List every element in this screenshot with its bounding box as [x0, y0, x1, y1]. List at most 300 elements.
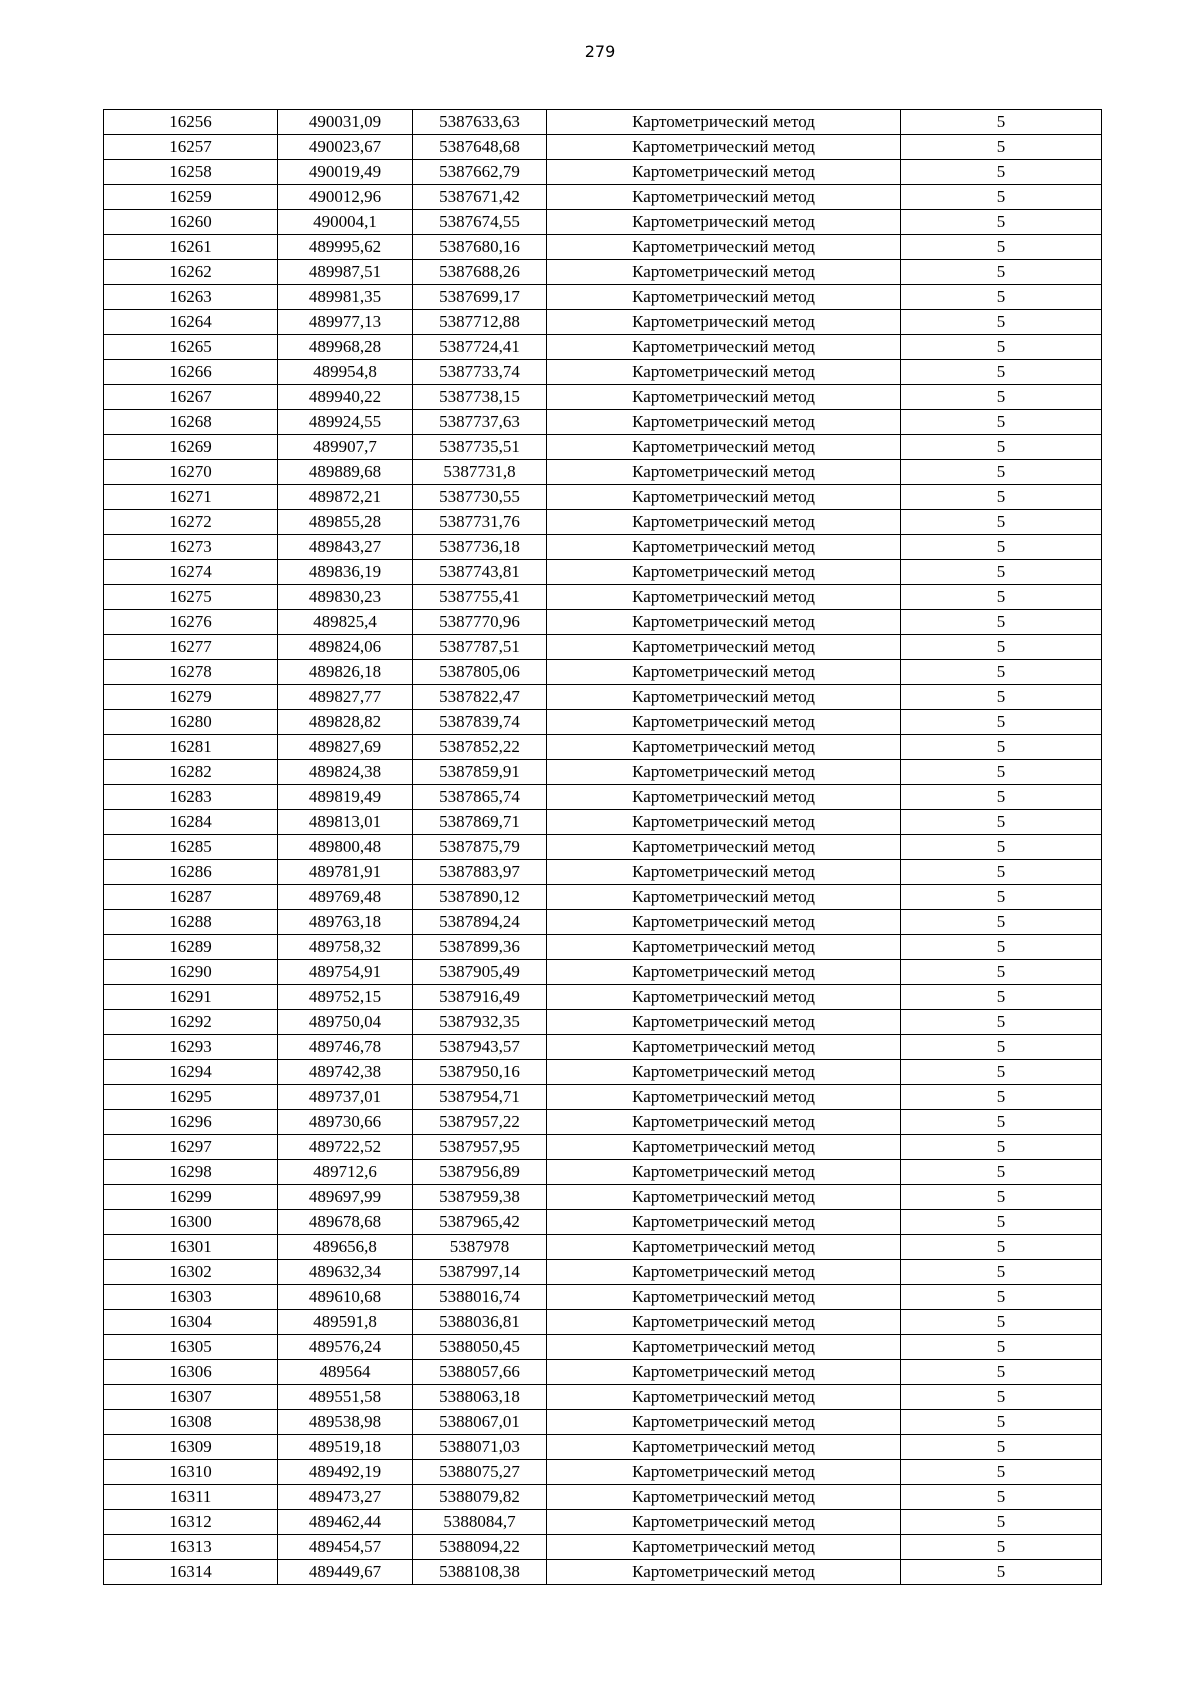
table-row — [104, 785, 1102, 810]
accuracy-cell: 5 — [901, 335, 1102, 360]
table-row — [104, 1260, 1102, 1285]
table-row — [104, 885, 1102, 910]
x-coordinate-cell: 489763,18 — [278, 910, 413, 935]
x-coordinate-cell: 489824,06 — [278, 635, 413, 660]
x-coordinate-cell: 490019,49 — [278, 160, 413, 185]
point-number-cell: 16279 — [104, 685, 278, 710]
y-coordinate-cell: 5387950,16 — [413, 1060, 547, 1085]
table-row — [104, 1210, 1102, 1235]
method-cell: Картометрический метод — [547, 1410, 901, 1435]
table-row — [104, 1160, 1102, 1185]
method-cell: Картометрический метод — [547, 1110, 901, 1135]
table-row — [104, 1410, 1102, 1435]
method-cell: Картометрический метод — [547, 1160, 901, 1185]
point-number-cell: 16306 — [104, 1360, 278, 1385]
accuracy-cell: 5 — [901, 185, 1102, 210]
x-coordinate-cell: 489769,48 — [278, 885, 413, 910]
accuracy-cell: 5 — [901, 1185, 1102, 1210]
method-cell: Картометрический метод — [547, 785, 901, 810]
accuracy-cell: 5 — [901, 735, 1102, 760]
table-row — [104, 960, 1102, 985]
method-cell: Картометрический метод — [547, 535, 901, 560]
accuracy-cell: 5 — [901, 1010, 1102, 1035]
accuracy-cell: 5 — [901, 660, 1102, 685]
y-coordinate-cell: 5387736,18 — [413, 535, 547, 560]
x-coordinate-cell: 489591,8 — [278, 1310, 413, 1335]
y-coordinate-cell: 5387916,49 — [413, 985, 547, 1010]
y-coordinate-cell: 5387957,22 — [413, 1110, 547, 1135]
table-row — [104, 1135, 1102, 1160]
accuracy-cell: 5 — [901, 785, 1102, 810]
table-row — [104, 110, 1102, 135]
x-coordinate-cell: 489907,7 — [278, 435, 413, 460]
method-cell: Картометрический метод — [547, 1035, 901, 1060]
method-cell: Картометрический метод — [547, 810, 901, 835]
x-coordinate-cell: 490023,67 — [278, 135, 413, 160]
accuracy-cell: 5 — [901, 435, 1102, 460]
point-number-cell: 16272 — [104, 510, 278, 535]
method-cell: Картометрический метод — [547, 1010, 901, 1035]
y-coordinate-cell: 5387680,16 — [413, 235, 547, 260]
accuracy-cell: 5 — [901, 385, 1102, 410]
table-row — [104, 135, 1102, 160]
method-cell: Картометрический метод — [547, 610, 901, 635]
table-row — [104, 585, 1102, 610]
point-number-cell: 16285 — [104, 835, 278, 860]
table-row — [104, 535, 1102, 560]
accuracy-cell: 5 — [901, 610, 1102, 635]
x-coordinate-cell: 489819,49 — [278, 785, 413, 810]
point-number-cell: 16265 — [104, 335, 278, 360]
x-coordinate-cell: 489954,8 — [278, 360, 413, 385]
point-number-cell: 16281 — [104, 735, 278, 760]
accuracy-cell: 5 — [901, 1160, 1102, 1185]
method-cell: Картометрический метод — [547, 710, 901, 735]
y-coordinate-cell: 5388050,45 — [413, 1335, 547, 1360]
accuracy-cell: 5 — [901, 1260, 1102, 1285]
x-coordinate-cell: 489924,55 — [278, 410, 413, 435]
accuracy-cell: 5 — [901, 110, 1102, 135]
x-coordinate-cell: 489800,48 — [278, 835, 413, 860]
y-coordinate-cell: 5387894,24 — [413, 910, 547, 935]
point-number-cell: 16262 — [104, 260, 278, 285]
table-row — [104, 1460, 1102, 1485]
table-row — [104, 510, 1102, 535]
table-row — [104, 1310, 1102, 1335]
accuracy-cell: 5 — [901, 235, 1102, 260]
accuracy-cell: 5 — [901, 685, 1102, 710]
table-row — [104, 285, 1102, 310]
method-cell: Картометрический метод — [547, 435, 901, 460]
method-cell: Картометрический метод — [547, 510, 901, 535]
method-cell: Картометрический метод — [547, 485, 901, 510]
table-row — [104, 1560, 1102, 1585]
y-coordinate-cell: 5387965,42 — [413, 1210, 547, 1235]
method-cell: Картометрический метод — [547, 160, 901, 185]
y-coordinate-cell: 5387688,26 — [413, 260, 547, 285]
accuracy-cell: 5 — [901, 210, 1102, 235]
accuracy-cell: 5 — [901, 1035, 1102, 1060]
method-cell: Картометрический метод — [547, 1535, 901, 1560]
accuracy-cell: 5 — [901, 935, 1102, 960]
y-coordinate-cell: 5387883,97 — [413, 860, 547, 885]
x-coordinate-cell: 489492,19 — [278, 1460, 413, 1485]
x-coordinate-cell: 489987,51 — [278, 260, 413, 285]
coordinates-table-body — [104, 110, 1102, 1585]
table-row — [104, 635, 1102, 660]
table-row — [104, 335, 1102, 360]
table-row — [104, 260, 1102, 285]
point-number-cell: 16258 — [104, 160, 278, 185]
method-cell: Картометрический метод — [547, 735, 901, 760]
x-coordinate-cell: 489826,18 — [278, 660, 413, 685]
table-row — [104, 1435, 1102, 1460]
point-number-cell: 16275 — [104, 585, 278, 610]
point-number-cell: 16300 — [104, 1210, 278, 1235]
point-number-cell: 16305 — [104, 1335, 278, 1360]
x-coordinate-cell: 489828,82 — [278, 710, 413, 735]
method-cell: Картометрический метод — [547, 1385, 901, 1410]
accuracy-cell: 5 — [901, 1535, 1102, 1560]
table-row — [104, 1185, 1102, 1210]
accuracy-cell: 5 — [901, 1510, 1102, 1535]
method-cell: Картометрический метод — [547, 885, 901, 910]
x-coordinate-cell: 489473,27 — [278, 1485, 413, 1510]
y-coordinate-cell: 5387662,79 — [413, 160, 547, 185]
x-coordinate-cell: 489519,18 — [278, 1435, 413, 1460]
x-coordinate-cell: 489940,22 — [278, 385, 413, 410]
y-coordinate-cell: 5387733,74 — [413, 360, 547, 385]
accuracy-cell: 5 — [901, 1385, 1102, 1410]
table-row — [104, 485, 1102, 510]
accuracy-cell: 5 — [901, 1210, 1102, 1235]
y-coordinate-cell: 5387633,63 — [413, 110, 547, 135]
method-cell: Картометрический метод — [547, 1210, 901, 1235]
accuracy-cell: 5 — [901, 1135, 1102, 1160]
method-cell: Картометрический метод — [547, 1135, 901, 1160]
x-coordinate-cell: 489576,24 — [278, 1335, 413, 1360]
x-coordinate-cell: 489678,68 — [278, 1210, 413, 1235]
point-number-cell: 16290 — [104, 960, 278, 985]
y-coordinate-cell: 5387978 — [413, 1235, 547, 1260]
table-row — [104, 385, 1102, 410]
table-row — [104, 160, 1102, 185]
accuracy-cell: 5 — [901, 135, 1102, 160]
point-number-cell: 16301 — [104, 1235, 278, 1260]
method-cell: Картометрический метод — [547, 1260, 901, 1285]
point-number-cell: 16314 — [104, 1560, 278, 1585]
x-coordinate-cell: 489449,67 — [278, 1560, 413, 1585]
point-number-cell: 16303 — [104, 1285, 278, 1310]
x-coordinate-cell: 489781,91 — [278, 860, 413, 885]
accuracy-cell: 5 — [901, 1485, 1102, 1510]
y-coordinate-cell: 5387875,79 — [413, 835, 547, 860]
y-coordinate-cell: 5387730,55 — [413, 485, 547, 510]
table-row — [104, 985, 1102, 1010]
method-cell: Картометрический метод — [547, 1335, 901, 1360]
point-number-cell: 16271 — [104, 485, 278, 510]
x-coordinate-cell: 489551,58 — [278, 1385, 413, 1410]
accuracy-cell: 5 — [901, 485, 1102, 510]
x-coordinate-cell: 489462,44 — [278, 1510, 413, 1535]
table-row — [104, 710, 1102, 735]
y-coordinate-cell: 5388036,81 — [413, 1310, 547, 1335]
y-coordinate-cell: 5387731,8 — [413, 460, 547, 485]
point-number-cell: 16304 — [104, 1310, 278, 1335]
method-cell: Картометрический метод — [547, 135, 901, 160]
y-coordinate-cell: 5387712,88 — [413, 310, 547, 335]
point-number-cell: 16274 — [104, 560, 278, 585]
accuracy-cell: 5 — [901, 260, 1102, 285]
accuracy-cell: 5 — [901, 635, 1102, 660]
method-cell: Картометрический метод — [547, 1185, 901, 1210]
point-number-cell: 16257 — [104, 135, 278, 160]
method-cell: Картометрический метод — [547, 1435, 901, 1460]
y-coordinate-cell: 5388071,03 — [413, 1435, 547, 1460]
table-row — [104, 860, 1102, 885]
table-row — [104, 185, 1102, 210]
table-row — [104, 310, 1102, 335]
table-row — [104, 235, 1102, 260]
method-cell: Картометрический метод — [547, 1310, 901, 1335]
point-number-cell: 16277 — [104, 635, 278, 660]
y-coordinate-cell: 5387648,68 — [413, 135, 547, 160]
table-row — [104, 735, 1102, 760]
point-number-cell: 16259 — [104, 185, 278, 210]
y-coordinate-cell: 5387737,63 — [413, 410, 547, 435]
table-row — [104, 1360, 1102, 1385]
table-row — [104, 210, 1102, 235]
point-number-cell: 16291 — [104, 985, 278, 1010]
accuracy-cell: 5 — [901, 1110, 1102, 1135]
accuracy-cell: 5 — [901, 710, 1102, 735]
y-coordinate-cell: 5387699,17 — [413, 285, 547, 310]
method-cell: Картометрический метод — [547, 685, 901, 710]
y-coordinate-cell: 5387957,95 — [413, 1135, 547, 1160]
y-coordinate-cell: 5388108,38 — [413, 1560, 547, 1585]
method-cell: Картометрический метод — [547, 360, 901, 385]
point-number-cell: 16312 — [104, 1510, 278, 1535]
point-number-cell: 16287 — [104, 885, 278, 910]
y-coordinate-cell: 5387738,15 — [413, 385, 547, 410]
table-row — [104, 1335, 1102, 1360]
y-coordinate-cell: 5387770,96 — [413, 610, 547, 635]
point-number-cell: 16293 — [104, 1035, 278, 1060]
table-row — [104, 460, 1102, 485]
point-number-cell: 16276 — [104, 610, 278, 635]
x-coordinate-cell: 489454,57 — [278, 1535, 413, 1560]
accuracy-cell: 5 — [901, 460, 1102, 485]
y-coordinate-cell: 5387859,91 — [413, 760, 547, 785]
method-cell: Картометрический метод — [547, 635, 901, 660]
table-row — [104, 435, 1102, 460]
table-row — [104, 910, 1102, 935]
method-cell: Картометрический метод — [547, 385, 901, 410]
y-coordinate-cell: 5387787,51 — [413, 635, 547, 660]
table-row — [104, 1035, 1102, 1060]
point-number-cell: 16307 — [104, 1385, 278, 1410]
x-coordinate-cell: 489758,32 — [278, 935, 413, 960]
method-cell: Картометрический метод — [547, 935, 901, 960]
point-number-cell: 16299 — [104, 1185, 278, 1210]
table-row — [104, 810, 1102, 835]
x-coordinate-cell: 489981,35 — [278, 285, 413, 310]
x-coordinate-cell: 489995,62 — [278, 235, 413, 260]
method-cell: Картометрический метод — [547, 260, 901, 285]
x-coordinate-cell: 490031,09 — [278, 110, 413, 135]
point-number-cell: 16282 — [104, 760, 278, 785]
point-number-cell: 16289 — [104, 935, 278, 960]
point-number-cell: 16295 — [104, 1085, 278, 1110]
point-number-cell: 16280 — [104, 710, 278, 735]
method-cell: Картометрический метод — [547, 335, 901, 360]
method-cell: Картометрический метод — [547, 860, 901, 885]
accuracy-cell: 5 — [901, 1285, 1102, 1310]
method-cell: Картометрический метод — [547, 1560, 901, 1585]
x-coordinate-cell: 489830,23 — [278, 585, 413, 610]
y-coordinate-cell: 5387724,41 — [413, 335, 547, 360]
y-coordinate-cell: 5388067,01 — [413, 1410, 547, 1435]
point-number-cell: 16260 — [104, 210, 278, 235]
table-row — [104, 1385, 1102, 1410]
y-coordinate-cell: 5387865,74 — [413, 785, 547, 810]
accuracy-cell: 5 — [901, 1060, 1102, 1085]
method-cell: Картометрический метод — [547, 210, 901, 235]
y-coordinate-cell: 5387932,35 — [413, 1010, 547, 1035]
y-coordinate-cell: 5387671,42 — [413, 185, 547, 210]
accuracy-cell: 5 — [901, 1335, 1102, 1360]
table-row — [104, 760, 1102, 785]
accuracy-cell: 5 — [901, 585, 1102, 610]
method-cell: Картометрический метод — [547, 1510, 901, 1535]
point-number-cell: 16292 — [104, 1010, 278, 1035]
y-coordinate-cell: 5388057,66 — [413, 1360, 547, 1385]
table-row — [104, 1535, 1102, 1560]
method-cell: Картометрический метод — [547, 460, 901, 485]
method-cell: Картометрический метод — [547, 760, 901, 785]
x-coordinate-cell: 489827,77 — [278, 685, 413, 710]
x-coordinate-cell: 489843,27 — [278, 535, 413, 560]
method-cell: Картометрический метод — [547, 585, 901, 610]
table-row — [104, 1285, 1102, 1310]
method-cell: Картометрический метод — [547, 910, 901, 935]
table-row — [104, 1110, 1102, 1135]
point-number-cell: 16313 — [104, 1535, 278, 1560]
y-coordinate-cell: 5387943,57 — [413, 1035, 547, 1060]
table-row — [104, 560, 1102, 585]
point-number-cell: 16266 — [104, 360, 278, 385]
table-row — [104, 1010, 1102, 1035]
table-row — [104, 660, 1102, 685]
x-coordinate-cell: 489827,69 — [278, 735, 413, 760]
point-number-cell: 16261 — [104, 235, 278, 260]
x-coordinate-cell: 489855,28 — [278, 510, 413, 535]
accuracy-cell: 5 — [901, 760, 1102, 785]
accuracy-cell: 5 — [901, 985, 1102, 1010]
point-number-cell: 16267 — [104, 385, 278, 410]
x-coordinate-cell: 489737,01 — [278, 1085, 413, 1110]
method-cell: Картометрический метод — [547, 1085, 901, 1110]
accuracy-cell: 5 — [901, 810, 1102, 835]
x-coordinate-cell: 489825,4 — [278, 610, 413, 635]
point-number-cell: 16284 — [104, 810, 278, 835]
y-coordinate-cell: 5388075,27 — [413, 1460, 547, 1485]
x-coordinate-cell: 489712,6 — [278, 1160, 413, 1185]
y-coordinate-cell: 5387852,22 — [413, 735, 547, 760]
point-number-cell: 16268 — [104, 410, 278, 435]
y-coordinate-cell: 5387905,49 — [413, 960, 547, 985]
table-row — [104, 610, 1102, 635]
method-cell: Картометрический метод — [547, 1285, 901, 1310]
accuracy-cell: 5 — [901, 560, 1102, 585]
table-row — [104, 360, 1102, 385]
accuracy-cell: 5 — [901, 960, 1102, 985]
y-coordinate-cell: 5388094,22 — [413, 1535, 547, 1560]
y-coordinate-cell: 5387743,81 — [413, 560, 547, 585]
point-number-cell: 16309 — [104, 1435, 278, 1460]
table-row — [104, 1510, 1102, 1535]
x-coordinate-cell: 489538,98 — [278, 1410, 413, 1435]
point-number-cell: 16270 — [104, 460, 278, 485]
x-coordinate-cell: 489730,66 — [278, 1110, 413, 1135]
accuracy-cell: 5 — [901, 1310, 1102, 1335]
accuracy-cell: 5 — [901, 160, 1102, 185]
method-cell: Картометрический метод — [547, 1235, 901, 1260]
x-coordinate-cell: 489697,99 — [278, 1185, 413, 1210]
accuracy-cell: 5 — [901, 910, 1102, 935]
accuracy-cell: 5 — [901, 535, 1102, 560]
y-coordinate-cell: 5387805,06 — [413, 660, 547, 685]
accuracy-cell: 5 — [901, 1410, 1102, 1435]
accuracy-cell: 5 — [901, 1435, 1102, 1460]
method-cell: Картометрический метод — [547, 1485, 901, 1510]
method-cell: Картометрический метод — [547, 110, 901, 135]
point-number-cell: 16273 — [104, 535, 278, 560]
x-coordinate-cell: 489632,34 — [278, 1260, 413, 1285]
x-coordinate-cell: 489977,13 — [278, 310, 413, 335]
point-number-cell: 16278 — [104, 660, 278, 685]
table-row — [104, 935, 1102, 960]
y-coordinate-cell: 5387956,89 — [413, 1160, 547, 1185]
x-coordinate-cell: 489754,91 — [278, 960, 413, 985]
accuracy-cell: 5 — [901, 310, 1102, 335]
accuracy-cell: 5 — [901, 1560, 1102, 1585]
point-number-cell: 16288 — [104, 910, 278, 935]
method-cell: Картометрический метод — [547, 985, 901, 1010]
point-number-cell: 16286 — [104, 860, 278, 885]
point-number-cell: 16310 — [104, 1460, 278, 1485]
y-coordinate-cell: 5387735,51 — [413, 435, 547, 460]
x-coordinate-cell: 489968,28 — [278, 335, 413, 360]
x-coordinate-cell: 489742,38 — [278, 1060, 413, 1085]
y-coordinate-cell: 5387674,55 — [413, 210, 547, 235]
y-coordinate-cell: 5387869,71 — [413, 810, 547, 835]
method-cell: Картометрический метод — [547, 660, 901, 685]
point-number-cell: 16296 — [104, 1110, 278, 1135]
point-number-cell: 16308 — [104, 1410, 278, 1435]
point-number-cell: 16294 — [104, 1060, 278, 1085]
x-coordinate-cell: 489872,21 — [278, 485, 413, 510]
y-coordinate-cell: 5388079,82 — [413, 1485, 547, 1510]
accuracy-cell: 5 — [901, 885, 1102, 910]
x-coordinate-cell: 489746,78 — [278, 1035, 413, 1060]
point-number-cell: 16263 — [104, 285, 278, 310]
method-cell: Картометрический метод — [547, 310, 901, 335]
accuracy-cell: 5 — [901, 860, 1102, 885]
point-number-cell: 16283 — [104, 785, 278, 810]
accuracy-cell: 5 — [901, 285, 1102, 310]
method-cell: Картометрический метод — [547, 185, 901, 210]
